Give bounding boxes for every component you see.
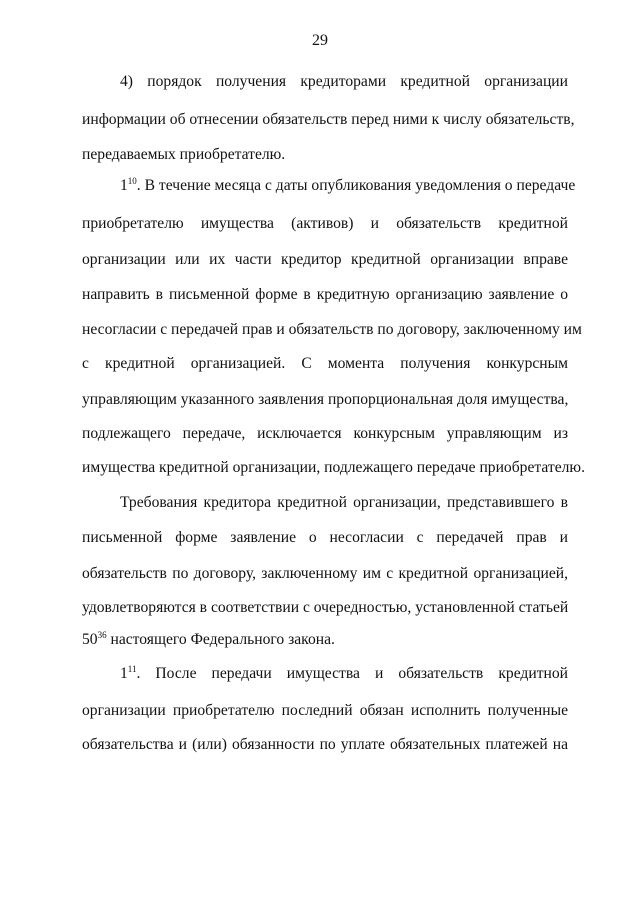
clause-superscript: 11 (127, 664, 137, 674)
paragraph-3-line-4: удовлетворяются в соответствии с очередностью, установленной статьей (82, 599, 569, 616)
paragraph-4-line-2: организации приобретателю последний обязан исполнить полученные (82, 702, 568, 719)
paragraph-4-line-3: обязательства и (или) обязанности по уплате обязательных платежей на (82, 736, 568, 753)
article-superscript: 36 (97, 630, 107, 640)
paragraph-2-line-3: организации или их части кредитор кредитной организации вправе (82, 251, 568, 268)
clause-superscript: 10 (127, 176, 137, 186)
paragraph-3-line-3: обязательств по договору, заключенному им с кредитной организацией, (82, 565, 568, 582)
paragraph-3-line-5 (82, 630, 568, 650)
paragraph-2-line-2: приобретателю имущества (активов) и обязательств кредитной (82, 215, 568, 232)
page-number: 29 (312, 32, 328, 49)
paragraph-4-line-1-text: . После передачи имущества и обязательств кредитной (136, 665, 568, 682)
paragraph-2-line-8: подлежащего передаче, исключается конкурсным управляющим из (82, 425, 568, 442)
paragraph-1-line-3: передаваемых приобретателю. (82, 146, 286, 163)
paragraph-4-line-1 (120, 664, 568, 684)
paragraph-2-line-1-text: . В течение месяца с даты опубликования уведомления о передаче (136, 177, 576, 194)
paragraph-1-line-1: 4) порядок получения кредиторами кредитной организации (120, 73, 568, 90)
paragraph-3-line-2: письменной форме заявление о несогласии с передачей прав и (82, 529, 568, 546)
paragraph-1-line-2: информации об отнесении обязательств перед ними к числу обязательств, (82, 111, 575, 128)
paragraph-2-line-6: с кредитной организацией. С момента получения конкурсным (82, 355, 568, 372)
paragraph-3-line-5-text: настоящего Федерального закона. (106, 631, 335, 648)
clause-number: 1 (120, 177, 128, 194)
clause-number: 1 (120, 665, 128, 682)
article-number: 50 (82, 631, 98, 648)
paragraph-2-line-9: имущества кредитной организации, подлежащего передаче приобретателю. (82, 459, 585, 476)
paragraph-2-line-4: направить в письменной форме в кредитную организацию заявление о (82, 286, 568, 303)
paragraph-3-line-1: Требования кредитора кредитной организации, представившего в (120, 494, 568, 511)
paragraph-2-line-1 (120, 176, 576, 196)
paragraph-2-line-7: управляющим указанного заявления пропорциональная доля имущества, (82, 391, 569, 408)
paragraph-2-line-5: несогласии с передачей прав и обязательств по договору, заключенному им (82, 321, 582, 338)
